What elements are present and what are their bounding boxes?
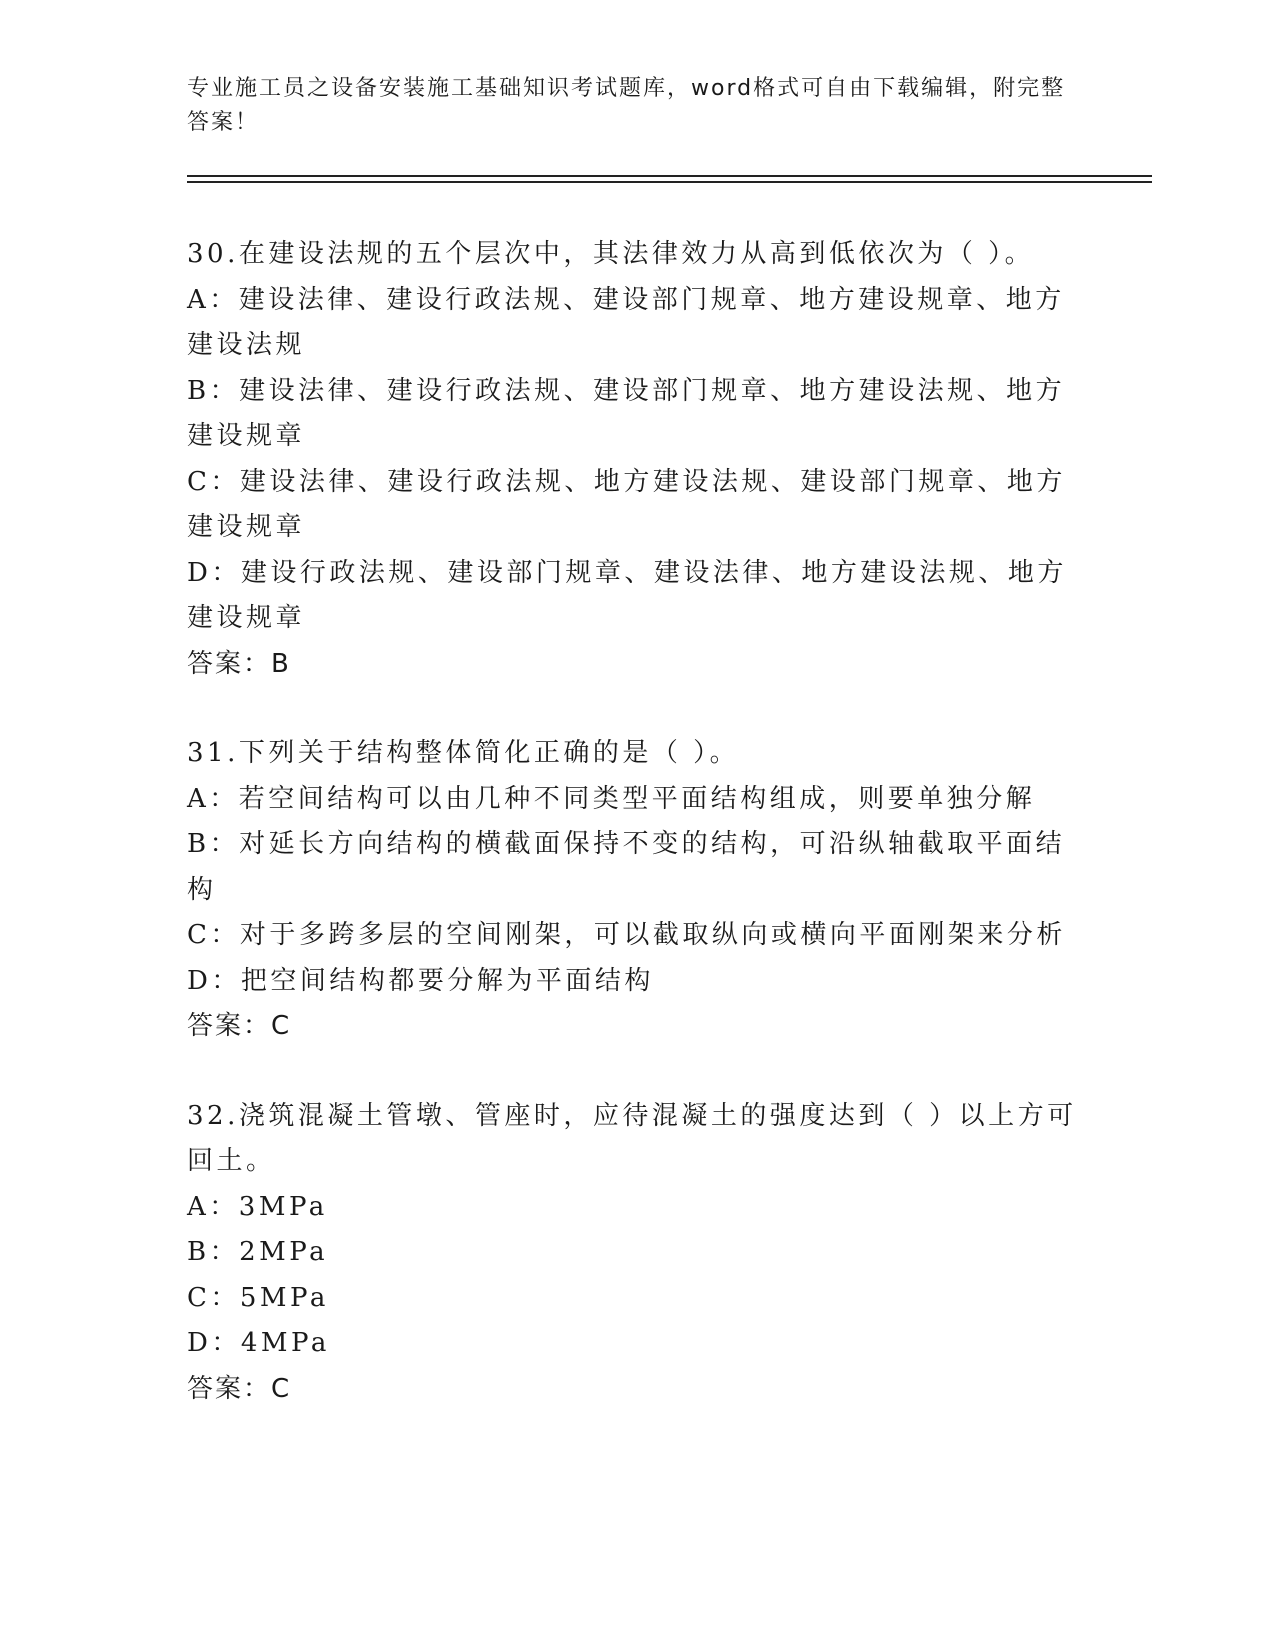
option-a: A：建设法律、建设行政法规、建设部门规章、地方建设规章、地方建设法规 (187, 284, 1065, 360)
option-c: C：5MPa (187, 1282, 329, 1313)
option-a: A：若空间结构可以由几种不同类型平面结构组成，则要单独分解 (187, 783, 1036, 814)
option-d: D：把空间结构都要分解为平面结构 (187, 965, 654, 996)
answer-line: 答案：C (187, 1373, 292, 1404)
option-d: D：4MPa (187, 1328, 330, 1358)
option-b: B：2MPa (187, 1237, 329, 1267)
header-rule-top (187, 175, 1152, 177)
header-rule-bottom (187, 181, 1152, 183)
question-30 (187, 232, 1087, 687)
question-stem: 30.在建设法规的五个层次中，其法律效力从高到低依次为（ ）。 (187, 239, 1035, 269)
question-stem: 31.下列关于结构整体简化正确的是（ ）。 (187, 738, 740, 768)
option-c: C：对于多跨多层的空间刚架，可以截取纵向或横向平面刚架来分析 (187, 920, 1066, 950)
option-c: C：建设法律、建设行政法规、地方建设法规、建设部门规章、地方建设规章 (187, 466, 1066, 542)
option-b: B：对延长方向结构的横截面保持不变的结构，可沿纵轴截取平面结构 (187, 829, 1066, 905)
option-a: A：3MPa (187, 1191, 328, 1222)
question-32 (187, 1094, 1087, 1413)
document-header: 专业施工员之设备安装施工基础知识考试题库，word格式可自由下载编辑，附完整答案！ (187, 76, 1066, 135)
answer-line: 答案：C (187, 1011, 292, 1041)
question-stem: 32.浇筑混凝土管墩、管座时，应待混凝土的强度达到（ ）以上方可回土。 (187, 1100, 1077, 1176)
answer-line: 答案：B (187, 648, 291, 679)
question-list (187, 232, 1087, 1412)
option-b: B：建设法律、建设行政法规、建设部门规章、地方建设法规、地方建设规章 (187, 375, 1066, 451)
option-d: D：建设行政法规、建设部门规章、建设法律、地方建设法规、地方建设规章 (187, 557, 1067, 633)
question-31 (187, 731, 1087, 1050)
